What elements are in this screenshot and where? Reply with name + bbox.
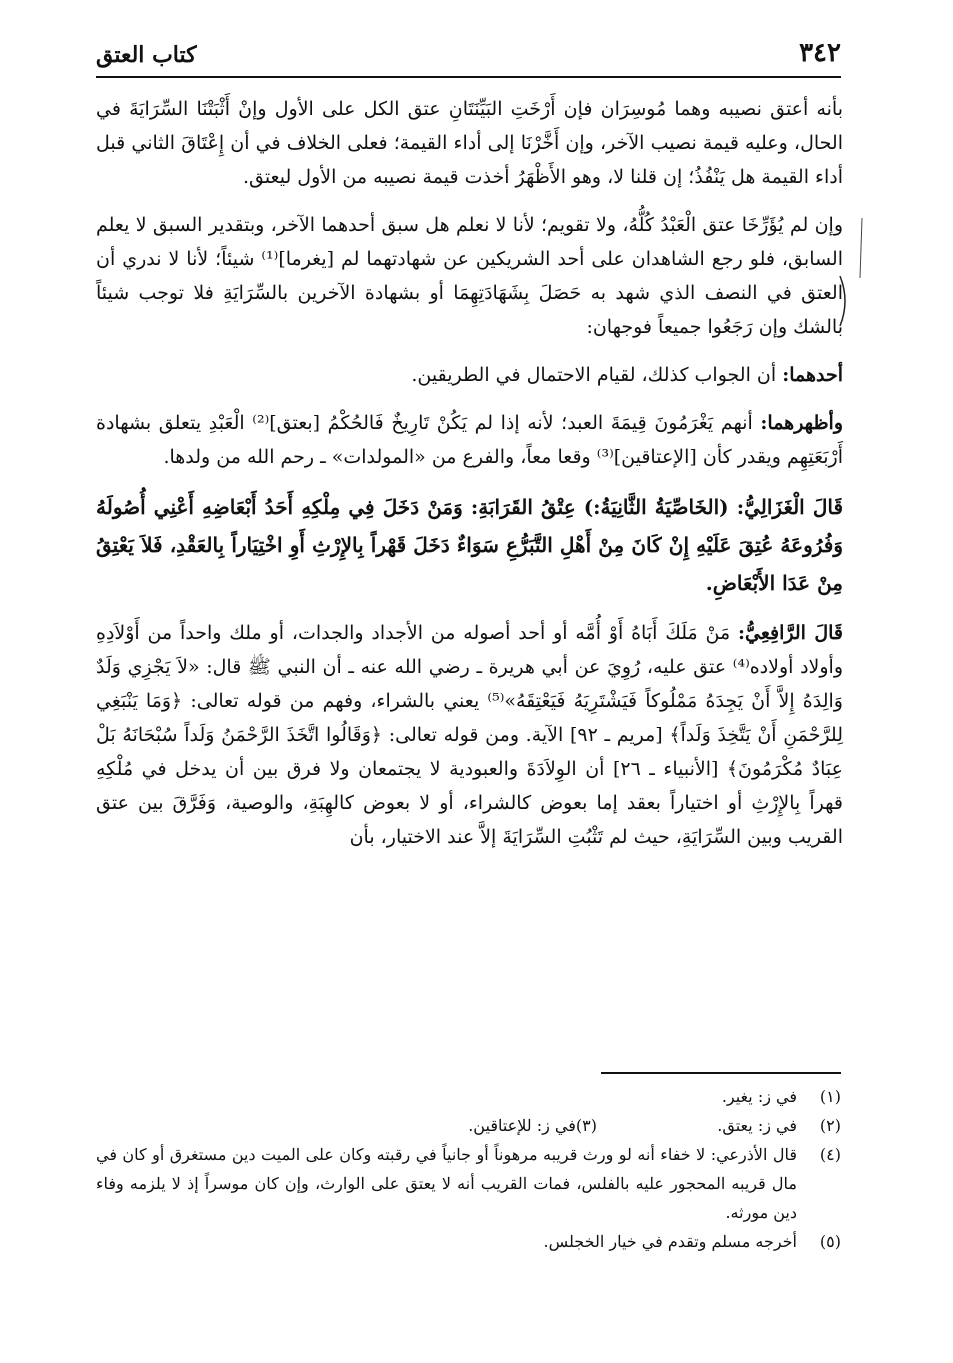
footnote: [96, 1082, 841, 1111]
paragraph-lead: وأظهرهما:: [760, 412, 844, 434]
footnotes: [96, 1082, 841, 1256]
page-header: [96, 36, 841, 78]
footnote-number: (٣): [575, 1116, 597, 1135]
paragraph-lead: قَالَ الرَّافِعِيُّ:: [738, 622, 843, 644]
margin-mark-line: [858, 218, 864, 278]
footnote-divider: [601, 1072, 841, 1074]
footnote-pair: [468, 1111, 797, 1140]
paragraph: [96, 616, 843, 854]
footnote-text: في ز: للإعتاقين.: [468, 1116, 576, 1135]
footnote: [96, 1111, 841, 1140]
paragraph: [96, 358, 843, 392]
paragraph: [96, 406, 843, 474]
paragraph: وإن لم يُؤَرِّخَا عتق الْعَبْدُ كُلُّهُ، ولا تقويم؛ لأنا لا نعلم هل سبق أحدهما الآخر، وبتقدير السبق لا يعلم السابق، فلو رجع الشاهدان على أحد الشريكين عن شهادتهما لم [يغرما]⁽¹⁾ شيئاً؛ لأنا لا ندري أن العتق في النصف الذي شهد به حَصَلَ بِشَهَادَتِهِمَا أو بشهادة الآخرين بالسِّرَايَةِ فلا توجب شيئاً بالشك وإن رَجَعُوا جميعاً فوجهان:: [96, 214, 843, 338]
footnote-text: قال الأذرعي: لا خفاء أنه لو ورث قريبه مرهوناً أو جانياً في رقبته وكان على الميت دين مستغرق أو كان في مال قريبه المحجور عليه بالفلس، فمات القريب أنه لا يعتق على الوارث، وإن كان موسراً إذ لا يلزمه وفاء دين مورثه.: [96, 1145, 798, 1222]
paragraph-lead: قَالَ الْغَزَالِيُّ:: [736, 495, 844, 519]
paragraph-text: أن الجواب كذلك، لقيام الاحتمال في الطريقين.: [411, 364, 777, 386]
paragraph-text: مَنْ مَلَكَ أَبَاهُ أَوْ أُمَّه أو أحد أصوله من الأجداد والجدات، أو ملك واحداً من أَوْلاَدِهِ وأولاد أولاده⁽⁴⁾ عتق عليه، رُوِيَ عن أبي هريرة ـ رضي الله عنه ـ أن النبي ﷺ قال: «لاَ يَجْزِي وَلَدٌ وَالِدَهُ إِلاَّ أَنْ يَجِدَهُ مَمْلُوكاً فَيَشْتَرِيَهُ فَيَعْتِقَهُ»⁽⁵⁾ يعني بالشراء، وفهم من قوله تعالى: ﴿وَمَا يَنْبَغِي لِلرَّحْمَنِ أَنْ يَتَّخِذَ وَلَداً﴾ [مريم ـ ٩٢] الآية. ومن قوله تعالى: ﴿وَقَالُوا اتَّخَذَ الرَّحْمَنُ وَلَداً سُبْحَانَهُ بَلْ عِبَادٌ مُكْرَمُونَ﴾ [الأنبياء ـ ٢٦] أن الوِلاَدَةَ والعبودية لا يجتمعان ولا فرق بين أن يدخل في مُلْكِهِ قهراً بِالإِرْثِ أو اختياراً بعقد إما بعوض كالشراء، أو لا بعوض كالهِبَةِ، والوصية، وَفَرَّقَ بين عتق القريب وبين السِّرَايَةِ، حيث لم تَثْبُتِ السِّرَايَةَ إلاَّ عند الاختيار، بأن: [96, 622, 843, 848]
paragraph-lead: أحدهما:: [782, 364, 843, 386]
footnote-text: أخرجه مسلم وتقدم في خيار الخجلس.: [543, 1232, 797, 1251]
running-title: كتاب العتق: [96, 42, 197, 68]
ghazali-paragraph: [96, 488, 843, 602]
main-text: [96, 92, 843, 868]
footnote-number: (٢): [819, 1116, 841, 1135]
footnote: [96, 1140, 841, 1227]
paragraph-text: أنهم يَغْرَمُونَ قِيمَةَ العبد؛ لأنه إذا لم يَكُنْ تَارِيخٌ فَالحُكْمُ [بعتق]⁽²⁾ الْعَبْدِ يتعلق بشهادة أَرْبَعَتِهِم ويقدر كأن [الإعتاقين]⁽³⁾ وقعا معاً، والفرع من «المولدات» ـ رحم الله من ولدها.: [96, 412, 843, 468]
footnote-number: (٥): [819, 1232, 841, 1251]
footnote-text: في ز: يغير.: [721, 1087, 797, 1106]
footnote-text: في ز: يعتق.: [717, 1116, 797, 1135]
page-number: ٣٤٢: [799, 38, 841, 68]
footnote-number: (١): [819, 1087, 841, 1106]
footnote: [96, 1227, 841, 1256]
paragraph-text: (الخَاصِّيَةُ الثَّانِيَةُ:) عِتْقُ القَرَابَةِ: وَمَنْ دَخَلَ فِي مِلْكِهِ أَحَدُ أَبْعَاضِهِ أَعْنِي أُصُولَهُ وَفُرُوعَهُ عُتِقَ عَلَيْهِ إِنْ كَانَ مِنْ أَهْلِ التَّبَرُّعِ سَوَاءٌ دَخَلَ قَهْراً بِالإِرْثِ أَوِ اخْتِيَاراً بِالعَقْدِ، فَلاَ يَعْتِقُ مِنْ عَدَا الأَبْعَاضِ.: [96, 495, 843, 595]
paragraph: بأنه أعتق نصيبه وهما مُوسِرَان فإن أَرْخَتِ البَيِّنَتَانِ عتق الكل على الأول وإنْ أَثْبَتْنَا السِّرَايَةَ في الحال، وعليه قيمة نصيب الآخر، وإن أَخَّرْنَا إلى أداء القيمة؛ فعلى الخلاف في أن إِعْتَاقَ الثاني قبل أداء القيمة هل يَنْفُذُ؛ إن قلنا لا، وهو الأَظْهَرُ أخذت قيمة نصيبه من الأول ليعتق.: [96, 98, 843, 188]
footnote-number: (٤): [819, 1145, 841, 1164]
